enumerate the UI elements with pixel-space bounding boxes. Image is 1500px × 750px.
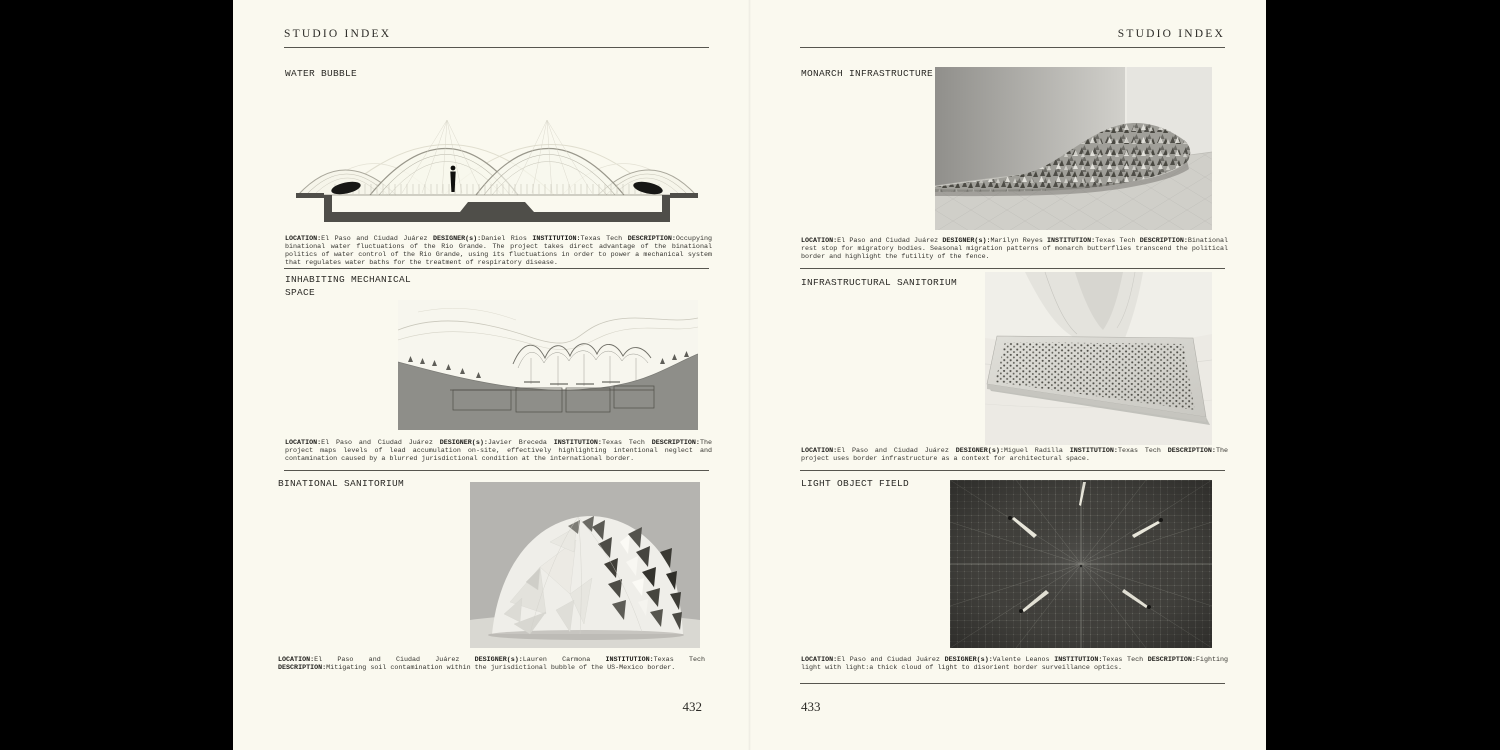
- inhabiting-mechanical-space-figure: [398, 300, 698, 430]
- section-divider: [284, 470, 709, 471]
- institution-label: INSTITUTION:: [1047, 237, 1096, 245]
- designer-label: DESIGNER(s):: [439, 439, 488, 447]
- description-label: DESCRIPTION:: [1139, 237, 1188, 245]
- water-bubble-figure: [284, 104, 710, 228]
- section-divider: [800, 683, 1225, 684]
- description-label: DESCRIPTION:: [278, 664, 327, 673]
- project-description: [285, 439, 712, 463]
- institution-value: Texas Tech: [653, 656, 706, 664]
- project-description: [278, 656, 705, 672]
- designer-value: Marilyn Reyes: [990, 237, 1043, 245]
- description-label: DESCRIPTION:: [651, 439, 700, 447]
- left-page-number: 432: [682, 699, 702, 714]
- location-value: El Paso and Ciudad Juárez: [321, 235, 428, 243]
- institution-value: Texas Tech: [580, 235, 623, 243]
- location-label: LOCATION:: [278, 656, 315, 664]
- project-title-light-object-field: LIGHT OBJECT FIELD: [801, 478, 910, 489]
- light-object-field-image: [950, 480, 1212, 648]
- designer-label: DESIGNER(s):: [942, 237, 991, 245]
- institution-label: INSTITUTION:: [1054, 656, 1103, 664]
- project-title-monarch-infrastructure: MONARCH INFRASTRUCTURE: [801, 68, 934, 79]
- section-divider: [284, 268, 709, 269]
- designer-value: Daniel Rios: [481, 235, 527, 243]
- description-value: Mitigating soil contamination within the jurisdictional bubble of the US-Mexico border.: [326, 664, 676, 673]
- binational-sanitorium-image: [470, 482, 700, 648]
- location-label: LOCATION:: [801, 237, 838, 245]
- institution-label: INSTITUTION:: [532, 235, 581, 243]
- section-divider: [284, 47, 709, 48]
- location-value: El Paso and Ciudad Juárez: [314, 656, 460, 664]
- project-title-binational-sanitorium: BINATIONAL SANITORIUM: [278, 478, 405, 489]
- right-page-header: STUDIO INDEX: [1117, 28, 1225, 40]
- project-description: [801, 656, 1228, 672]
- project-description: [801, 447, 1228, 463]
- project-description: [285, 235, 712, 267]
- description-label: DESCRIPTION:: [1147, 656, 1196, 664]
- project-description: [801, 237, 1228, 261]
- description-value: Occupying binational water fluctuations of the Rio Grande. The project takes direct advantage of the binational politics of water control of the Rio Grande, using its fluctuations in order to power a mechanical system that regulates water baths for the treatment of respiratory disease.: [285, 235, 713, 268]
- location-value: El Paso and Ciudad Juárez: [321, 439, 433, 447]
- section-divider: [800, 47, 1225, 48]
- monarch-infrastructure-figure: [935, 67, 1212, 230]
- institution-label: INSTITUTION:: [1069, 447, 1118, 455]
- section-divider: [800, 268, 1225, 269]
- description-value: Binational rest stop for migratory bodies. Seasonal migration patterns of monarch butterflies transcend the political border and highlight the futility of the fence.: [801, 237, 1229, 262]
- binational-sanitorium-figure: [470, 482, 700, 648]
- designer-value: Miguel Radilla: [1003, 447, 1063, 455]
- section-divider: [800, 470, 1225, 471]
- project-title-water-bubble: WATER BUBBLE: [285, 68, 358, 79]
- water-bubble-image: [284, 104, 710, 228]
- monarch-infrastructure-image: [935, 67, 1212, 230]
- designer-label: DESIGNER(s):: [955, 447, 1004, 455]
- right-page-number: 433: [801, 699, 821, 714]
- location-label: LOCATION:: [801, 656, 838, 664]
- designer-value: Lauren Carmona: [522, 656, 591, 664]
- description-value: The project maps levels of lead accumulation on-site, effectively highlighting intentional neglect and contamination caused by a blurred jurisdictional condition at the international border.: [285, 439, 712, 464]
- location-value: El Paso and Ciudad Juárez: [837, 656, 940, 664]
- institution-value: Texas Tech: [1117, 447, 1161, 455]
- institution-value: Texas Tech: [1095, 237, 1136, 245]
- designer-label: DESIGNER(s):: [474, 656, 523, 664]
- description-value: The project uses border infrastructure as a context for architectural space.: [801, 447, 1228, 464]
- description-label: DESCRIPTION:: [1167, 447, 1216, 455]
- institution-value: Texas Tech: [1102, 656, 1144, 664]
- description-value: Fighting light with light:a thick cloud of light to disorient border surveillance optics.: [801, 656, 1229, 673]
- designer-label: DESIGNER(s):: [433, 235, 482, 243]
- infrastructural-sanitorium-figure: [985, 272, 1212, 445]
- designer-value: Javier Breceda: [487, 439, 547, 447]
- location-value: El Paso and Ciudad Juárez: [837, 237, 939, 245]
- infrastructural-sanitorium-image: [985, 272, 1212, 445]
- institution-label: INSTITUTION:: [553, 439, 602, 447]
- inhabiting-mechanical-space-image: [398, 300, 698, 430]
- designer-value: Valente Leanos: [992, 656, 1050, 664]
- left-page-header: STUDIO INDEX: [284, 28, 392, 40]
- institution-label: INSTITUTION:: [605, 656, 654, 664]
- project-title-infrastructural-sanitorium: INFRASTRUCTURAL SANITORIUM: [801, 277, 958, 288]
- page-spine: [748, 0, 751, 750]
- location-label: LOCATION:: [285, 235, 322, 243]
- description-label: DESCRIPTION:: [627, 235, 676, 243]
- location-label: LOCATION:: [801, 447, 838, 455]
- light-object-field-figure: [950, 480, 1212, 648]
- location-value: El Paso and Ciudad Juárez: [837, 447, 949, 455]
- location-label: LOCATION:: [285, 439, 322, 447]
- designer-label: DESIGNER(s):: [944, 656, 993, 664]
- institution-value: Texas Tech: [601, 439, 645, 447]
- project-title-inhabiting-mechanical-space: INHABITING MECHANICAL SPACE: [285, 274, 412, 298]
